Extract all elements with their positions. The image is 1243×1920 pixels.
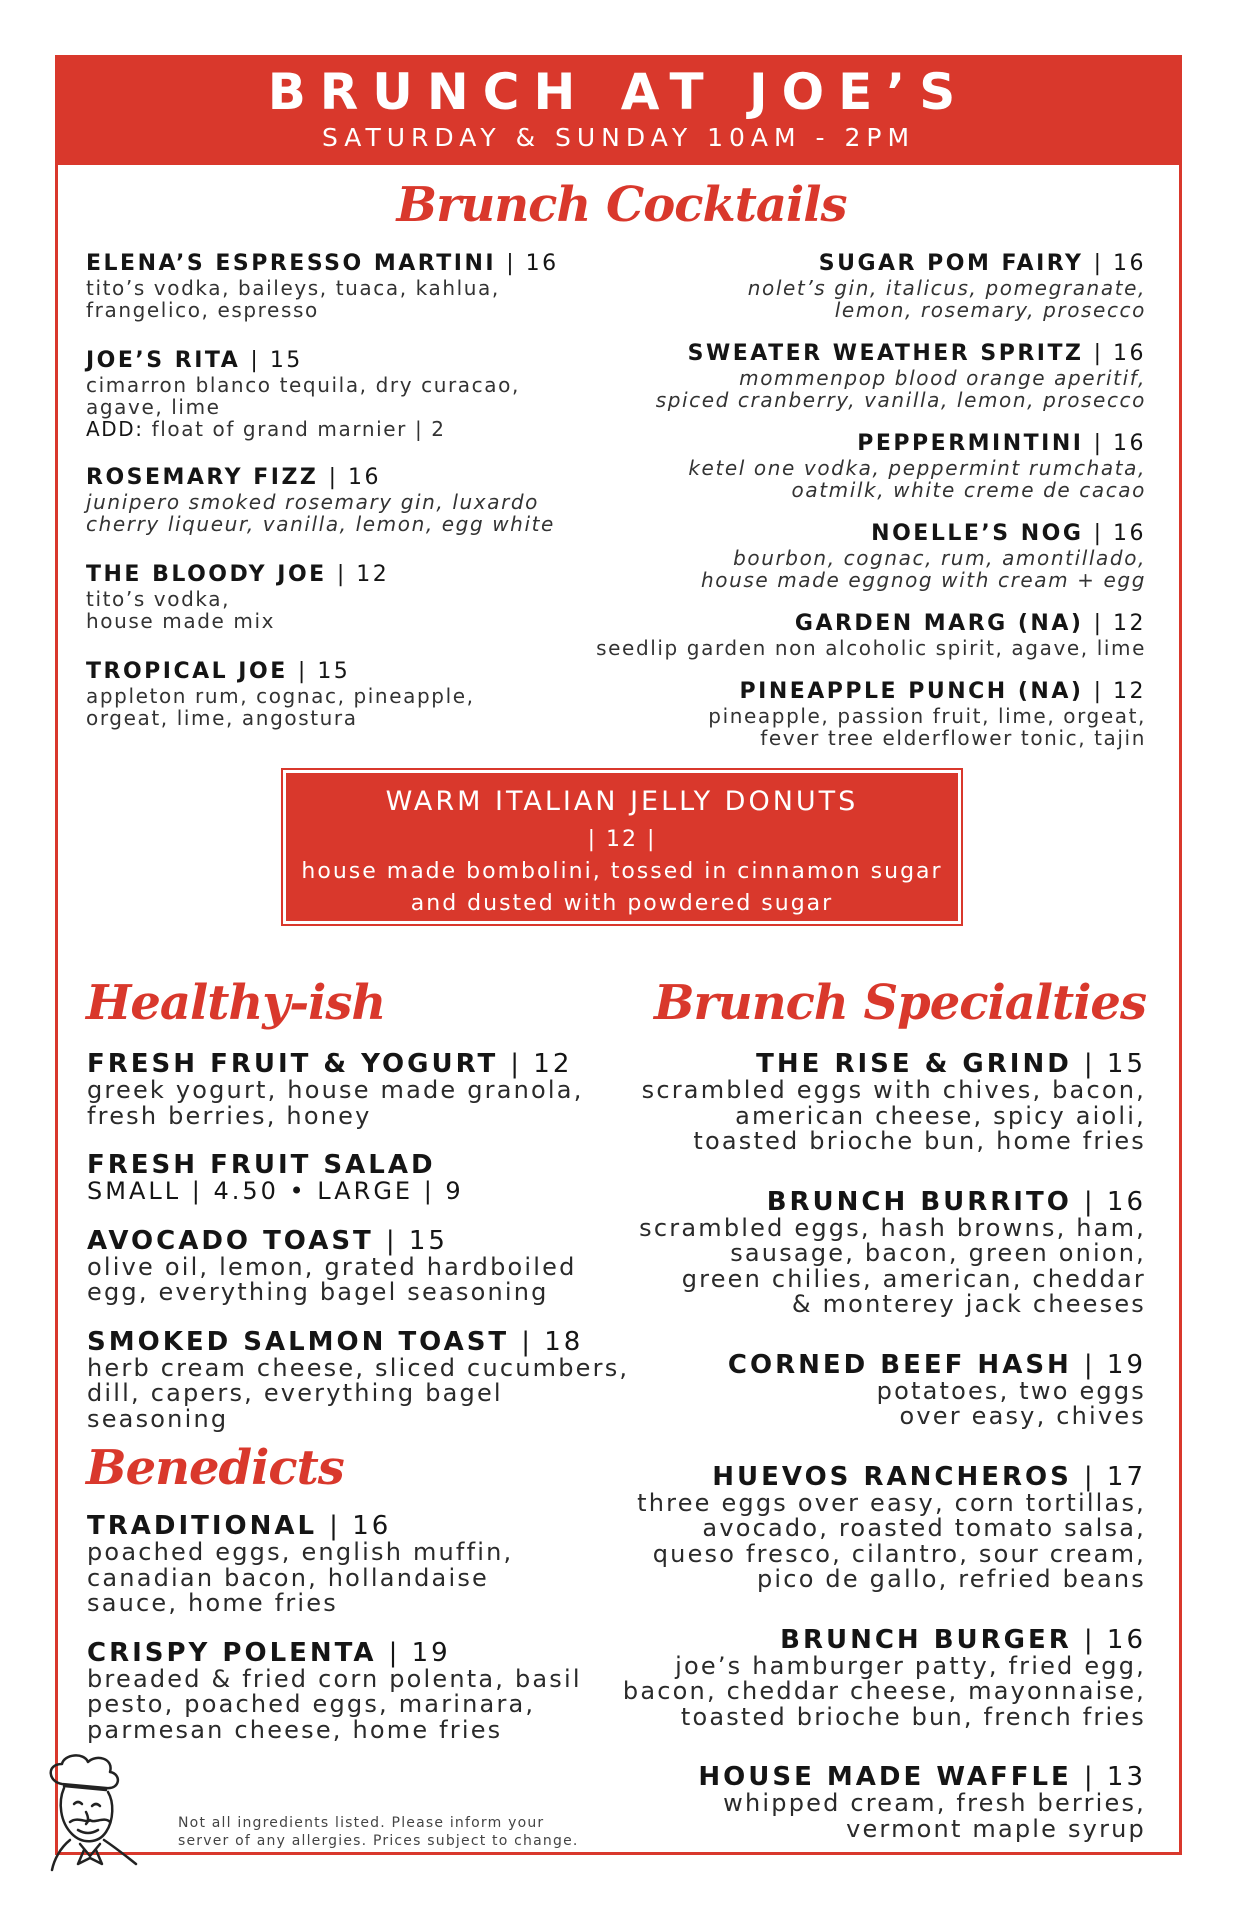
item-desc: scrambled eggs with chives, bacon,	[641, 1076, 1146, 1104]
item-name: BRUNCH BURRITO	[766, 1186, 1072, 1217]
item-name: TRADITIONAL	[87, 1511, 318, 1541]
menu-item: HOUSE MADE WAFFLE | 13 whipped cream, fresh berries, vermont maple syrup	[586, 1763, 1146, 1842]
item-desc: egg, everything bagel seasoning	[87, 1278, 549, 1306]
item-name: SMOKED SALMON TOAST	[87, 1326, 510, 1357]
item-price: 16	[1106, 1624, 1146, 1655]
item-desc: dill, capers, everything bagel seasoning	[87, 1379, 503, 1433]
donut-price: | 12 |	[587, 827, 657, 852]
menu-item: BRUNCH BURRITO | 16 scrambled eggs, hash browns, ham, sausage, bacon, green onion, green chilies, american, cheddar & monterey jack cheeses	[586, 1188, 1146, 1318]
item-price: 16	[1113, 341, 1146, 366]
item-price: 19	[1106, 1349, 1146, 1380]
item-desc: cimarron blanco tequila, dry curacao,	[86, 373, 520, 397]
featured-donut-box	[286, 773, 958, 921]
item-name: BRUNCH BURGER	[780, 1624, 1072, 1655]
item-name: AVOCADO TOAST	[87, 1225, 374, 1256]
item-desc: junipero smoked rosemary gin, luxardo	[86, 490, 540, 514]
menu-item: TRADITIONAL | 16 poached eggs, english muffin, canadian bacon, hollandaise sauce, home fries	[87, 1512, 647, 1617]
donut-title: WARM ITALIAN JELLY DONUTS	[385, 786, 859, 817]
item-desc: house made eggnog with cream + egg	[700, 568, 1146, 592]
item-price: 15	[269, 348, 303, 373]
add-label: ADD:	[86, 417, 144, 441]
item-desc: orgeat, lime, angostura	[86, 706, 358, 730]
item-desc: pineapple, passion fruit, lime, orgeat,	[708, 704, 1146, 728]
item-desc: lemon, rosemary, prosecco	[834, 298, 1146, 322]
item-desc: pico de gallo, refried beans	[757, 1565, 1146, 1593]
item-name: HUEVOS RANCHEROS	[712, 1461, 1072, 1492]
item-name: CRISPY POLENTA	[87, 1637, 377, 1668]
item-name: CORNED BEEF HASH	[727, 1349, 1072, 1380]
item-desc: agave, lime	[86, 395, 221, 419]
cocktails-heading: Brunch Cocktails	[396, 177, 847, 233]
item-name: FRESH FRUIT & YOGURT	[87, 1049, 499, 1079]
item-desc: whipped cream, fresh berries,	[723, 1789, 1146, 1817]
item-price: 15	[317, 659, 351, 684]
item-price: 16	[1106, 1186, 1146, 1217]
cocktails-right-column	[526, 251, 1146, 749]
item-price: 13	[1106, 1762, 1146, 1792]
menu-item: ROSEMARY FIZZ | 16 junipero smoked rosemary gin, luxardo cherry liqueur, vanilla, lemon, egg white	[86, 465, 606, 535]
menu-item: THE RISE & GRIND | 15 scrambled eggs with chives, bacon, american cheese, spicy aioli, toasted brioche bun, home fries	[586, 1050, 1146, 1155]
item-desc: poached eggs, english muffin,	[87, 1538, 514, 1566]
item-desc: queso fresco, cilantro, sour cream,	[652, 1539, 1146, 1568]
menu-item: PINEAPPLE PUNCH (NA) | 12 pineapple, passion fruit, lime, orgeat, fever tree elderflower tonic, tajin	[526, 679, 1146, 749]
item-price: 12	[533, 1049, 573, 1079]
chef-mascot-icon	[40, 1752, 145, 1872]
item-name: TROPICAL JOE	[86, 659, 288, 684]
item-desc: cherry liqueur, vanilla, lemon, egg white	[86, 512, 555, 536]
item-price: 16	[525, 251, 559, 276]
specialties-column	[586, 1050, 1146, 1842]
item-desc: bourbon, cognac, rum, amontillado,	[733, 546, 1146, 570]
menu-hours: SATURDAY & SUNDAY 10AM - 2PM	[321, 123, 916, 152]
item-desc: herb cream cheese, sliced cucumbers,	[87, 1353, 630, 1382]
item-desc: house made mix	[86, 609, 276, 633]
item-desc: scrambled eggs, hash browns, ham,	[639, 1213, 1146, 1242]
specialties-heading: Brunch Specialties	[653, 975, 1146, 1031]
footer-line: Not all ingredients listed. Please inform your	[178, 1815, 545, 1831]
item-name: ROSEMARY FIZZ	[86, 465, 319, 490]
item-price: 15	[408, 1225, 448, 1256]
item-desc: frangelico, espresso	[86, 298, 319, 322]
menu-item: JOE’S RITA | 15 cimarron blanco tequila, dry curacao, agave, lime ADD: float of grand marnier | 2	[86, 348, 606, 440]
item-desc: canadian bacon, hollandaise	[87, 1563, 489, 1592]
footer-line: server of any allergies. Prices subject to change.	[178, 1833, 579, 1849]
menu-item: CORNED BEEF HASH | 19 potatoes, two eggs over easy, chives	[586, 1351, 1146, 1430]
item-desc: over easy, chives	[899, 1402, 1146, 1430]
item-name: SUGAR POM FAIRY	[818, 251, 1084, 276]
item-name: NOELLE’S NOG	[871, 521, 1084, 546]
item-name: FRESH FRUIT SALAD	[87, 1150, 436, 1180]
menu-item: ELENA’S ESPRESSO MARTINI | 16 tito’s vodka, baileys, tuaca, kahlua, frangelico, espresso	[86, 251, 606, 321]
item-name: PEPPERMINTINI	[857, 431, 1084, 456]
item-desc: appleton rum, cognac, pineapple,	[86, 684, 475, 708]
item-desc: joe’s hamburger patty, fried egg,	[675, 1651, 1146, 1680]
menu-item: HUEVOS RANCHEROS | 17 three eggs over easy, corn tortillas, avocado, roasted tomato salsa, queso fresco, cilantro, sour cream, pico de gallo, refried beans	[586, 1463, 1146, 1593]
item-desc: pesto, poached eggs, marinara,	[87, 1690, 536, 1718]
item-price: 16	[347, 465, 381, 490]
item-price: 12	[1113, 679, 1146, 704]
item-desc: tito’s vodka, baileys, tuaca, kahlua,	[86, 276, 500, 300]
add-text: float of grand marnier | 2	[151, 417, 446, 441]
menu-title: BRUNCH AT JOE’S	[267, 63, 970, 121]
item-desc: breaded & fried corn polenta, basil	[87, 1664, 582, 1693]
healthy-column	[87, 1050, 647, 1432]
item-desc: toasted brioche bun, french fries	[680, 1702, 1146, 1731]
item-name: PINEAPPLE PUNCH (NA)	[739, 679, 1084, 704]
benedicts-heading: Benedicts	[86, 1440, 344, 1496]
menu-item: CRISPY POLENTA | 19 breaded & fried corn polenta, basil pesto, poached eggs, marinara, parmesan cheese, home fries	[87, 1639, 647, 1744]
item-desc: tito’s vodka,	[86, 587, 231, 611]
menu-item: BRUNCH BURGER | 16 joe’s hamburger patty, fried egg, bacon, cheddar cheese, mayonnaise, toasted brioche bun, french fries	[586, 1626, 1146, 1731]
item-name: SWEATER WEATHER SPRITZ	[687, 341, 1084, 366]
menu-item: THE BLOODY JOE | 12 tito’s vodka, house made mix	[86, 562, 606, 632]
item-desc: potatoes, two eggs	[876, 1376, 1146, 1405]
item-desc: seedlip garden non alcoholic spirit, agave, lime	[596, 636, 1146, 660]
menu-item: AVOCADO TOAST | 15 olive oil, lemon, grated hardboiled egg, everything bagel seasoning	[87, 1227, 647, 1306]
item-price: 12	[1113, 611, 1146, 636]
item-desc: toasted brioche bun, home fries	[693, 1127, 1146, 1155]
item-price: 12	[356, 562, 390, 587]
item-desc: parmesan cheese, home fries	[87, 1715, 503, 1744]
item-name: GARDEN MARG (NA)	[794, 611, 1084, 636]
item-name: THE BLOODY JOE	[86, 562, 327, 587]
item-desc: bacon, cheddar cheese, mayonnaise,	[622, 1677, 1146, 1705]
item-desc: nolet’s gin, italicus, pomegranate,	[747, 276, 1146, 300]
item-desc: vermont maple syrup	[846, 1814, 1146, 1843]
menu-item: SWEATER WEATHER SPRITZ | 16 mommenpop blood orange aperitif, spiced cranberry, vanilla, lemon, prosecco	[526, 341, 1146, 411]
item-price: 16	[1113, 251, 1146, 276]
item-price: 16	[1113, 521, 1146, 546]
menu-item: SUGAR POM FAIRY | 16 nolet’s gin, italicus, pomegranate, lemon, rosemary, prosecco	[526, 251, 1146, 321]
footer-note	[178, 1814, 579, 1850]
item-desc: ketel one vodka, peppermint rumchata,	[688, 456, 1146, 480]
item-price: 19	[411, 1637, 451, 1668]
donut-desc: and dusted with powdered sugar	[410, 891, 834, 916]
item-sizes: SMALL | 4.50 • LARGE | 9	[87, 1177, 464, 1205]
menu-item: NOELLE’S NOG | 16 bourbon, cognac, rum, amontillado, house made eggnog with cream + egg	[526, 521, 1146, 591]
item-price: 15	[1106, 1049, 1146, 1079]
item-desc: olive oil, lemon, grated hardboiled	[87, 1252, 577, 1281]
item-desc: green chilies, american, cheddar	[681, 1264, 1146, 1293]
menu-item: PEPPERMINTINI | 16 ketel one vodka, peppermint rumchata, oatmilk, white creme de cacao	[526, 431, 1146, 501]
menu-header	[55, 55, 1182, 165]
item-desc: american cheese, spicy aioli,	[735, 1101, 1146, 1130]
item-desc: sausage, bacon, green onion,	[730, 1239, 1146, 1267]
item-name: HOUSE MADE WAFFLE	[698, 1762, 1072, 1792]
item-desc: oatmilk, white creme de cacao	[791, 478, 1146, 502]
menu-item: FRESH FRUIT & YOGURT | 12 greek yogurt, house made granola, fresh berries, honey	[87, 1050, 647, 1129]
item-price: 18	[544, 1326, 584, 1357]
item-desc: & monterey jack cheeses	[791, 1290, 1146, 1318]
item-desc: mommenpop blood orange aperitif,	[739, 366, 1146, 390]
benedicts-column	[87, 1512, 647, 1743]
menu-item: TROPICAL JOE | 15 appleton rum, cognac, pineapple, orgeat, lime, angostura	[86, 659, 606, 729]
item-desc: avocado, roasted tomato salsa,	[702, 1514, 1146, 1542]
item-desc: fresh berries, honey	[87, 1101, 372, 1130]
item-name: ELENA’S ESPRESSO MARTINI	[86, 251, 497, 276]
item-name: THE RISE & GRIND	[756, 1049, 1072, 1079]
item-desc: greek yogurt, house made granola,	[87, 1076, 584, 1104]
healthy-heading: Healthy-ish	[86, 975, 386, 1031]
item-name: JOE’S RITA	[86, 348, 241, 373]
item-price: 17	[1106, 1461, 1146, 1492]
item-desc: sauce, home fries	[87, 1589, 338, 1617]
donut-desc: house made bombolini, tossed in cinnamon sugar	[301, 859, 943, 884]
item-desc: fever tree elderflower tonic, tajin	[760, 726, 1146, 750]
item-desc: spiced cranberry, vanilla, lemon, prosecco	[655, 388, 1146, 412]
item-desc: three eggs over easy, corn tortillas,	[637, 1488, 1146, 1517]
item-price: 16	[1113, 431, 1146, 456]
menu-item	[87, 1151, 647, 1205]
menu-item: SMOKED SALMON TOAST | 18 herb cream cheese, sliced cucumbers, dill, capers, everything bagel seasoning	[87, 1328, 647, 1433]
item-price: 16	[352, 1511, 392, 1541]
menu-item: GARDEN MARG (NA) | 12 seedlip garden non alcoholic spirit, agave, lime	[526, 611, 1146, 659]
